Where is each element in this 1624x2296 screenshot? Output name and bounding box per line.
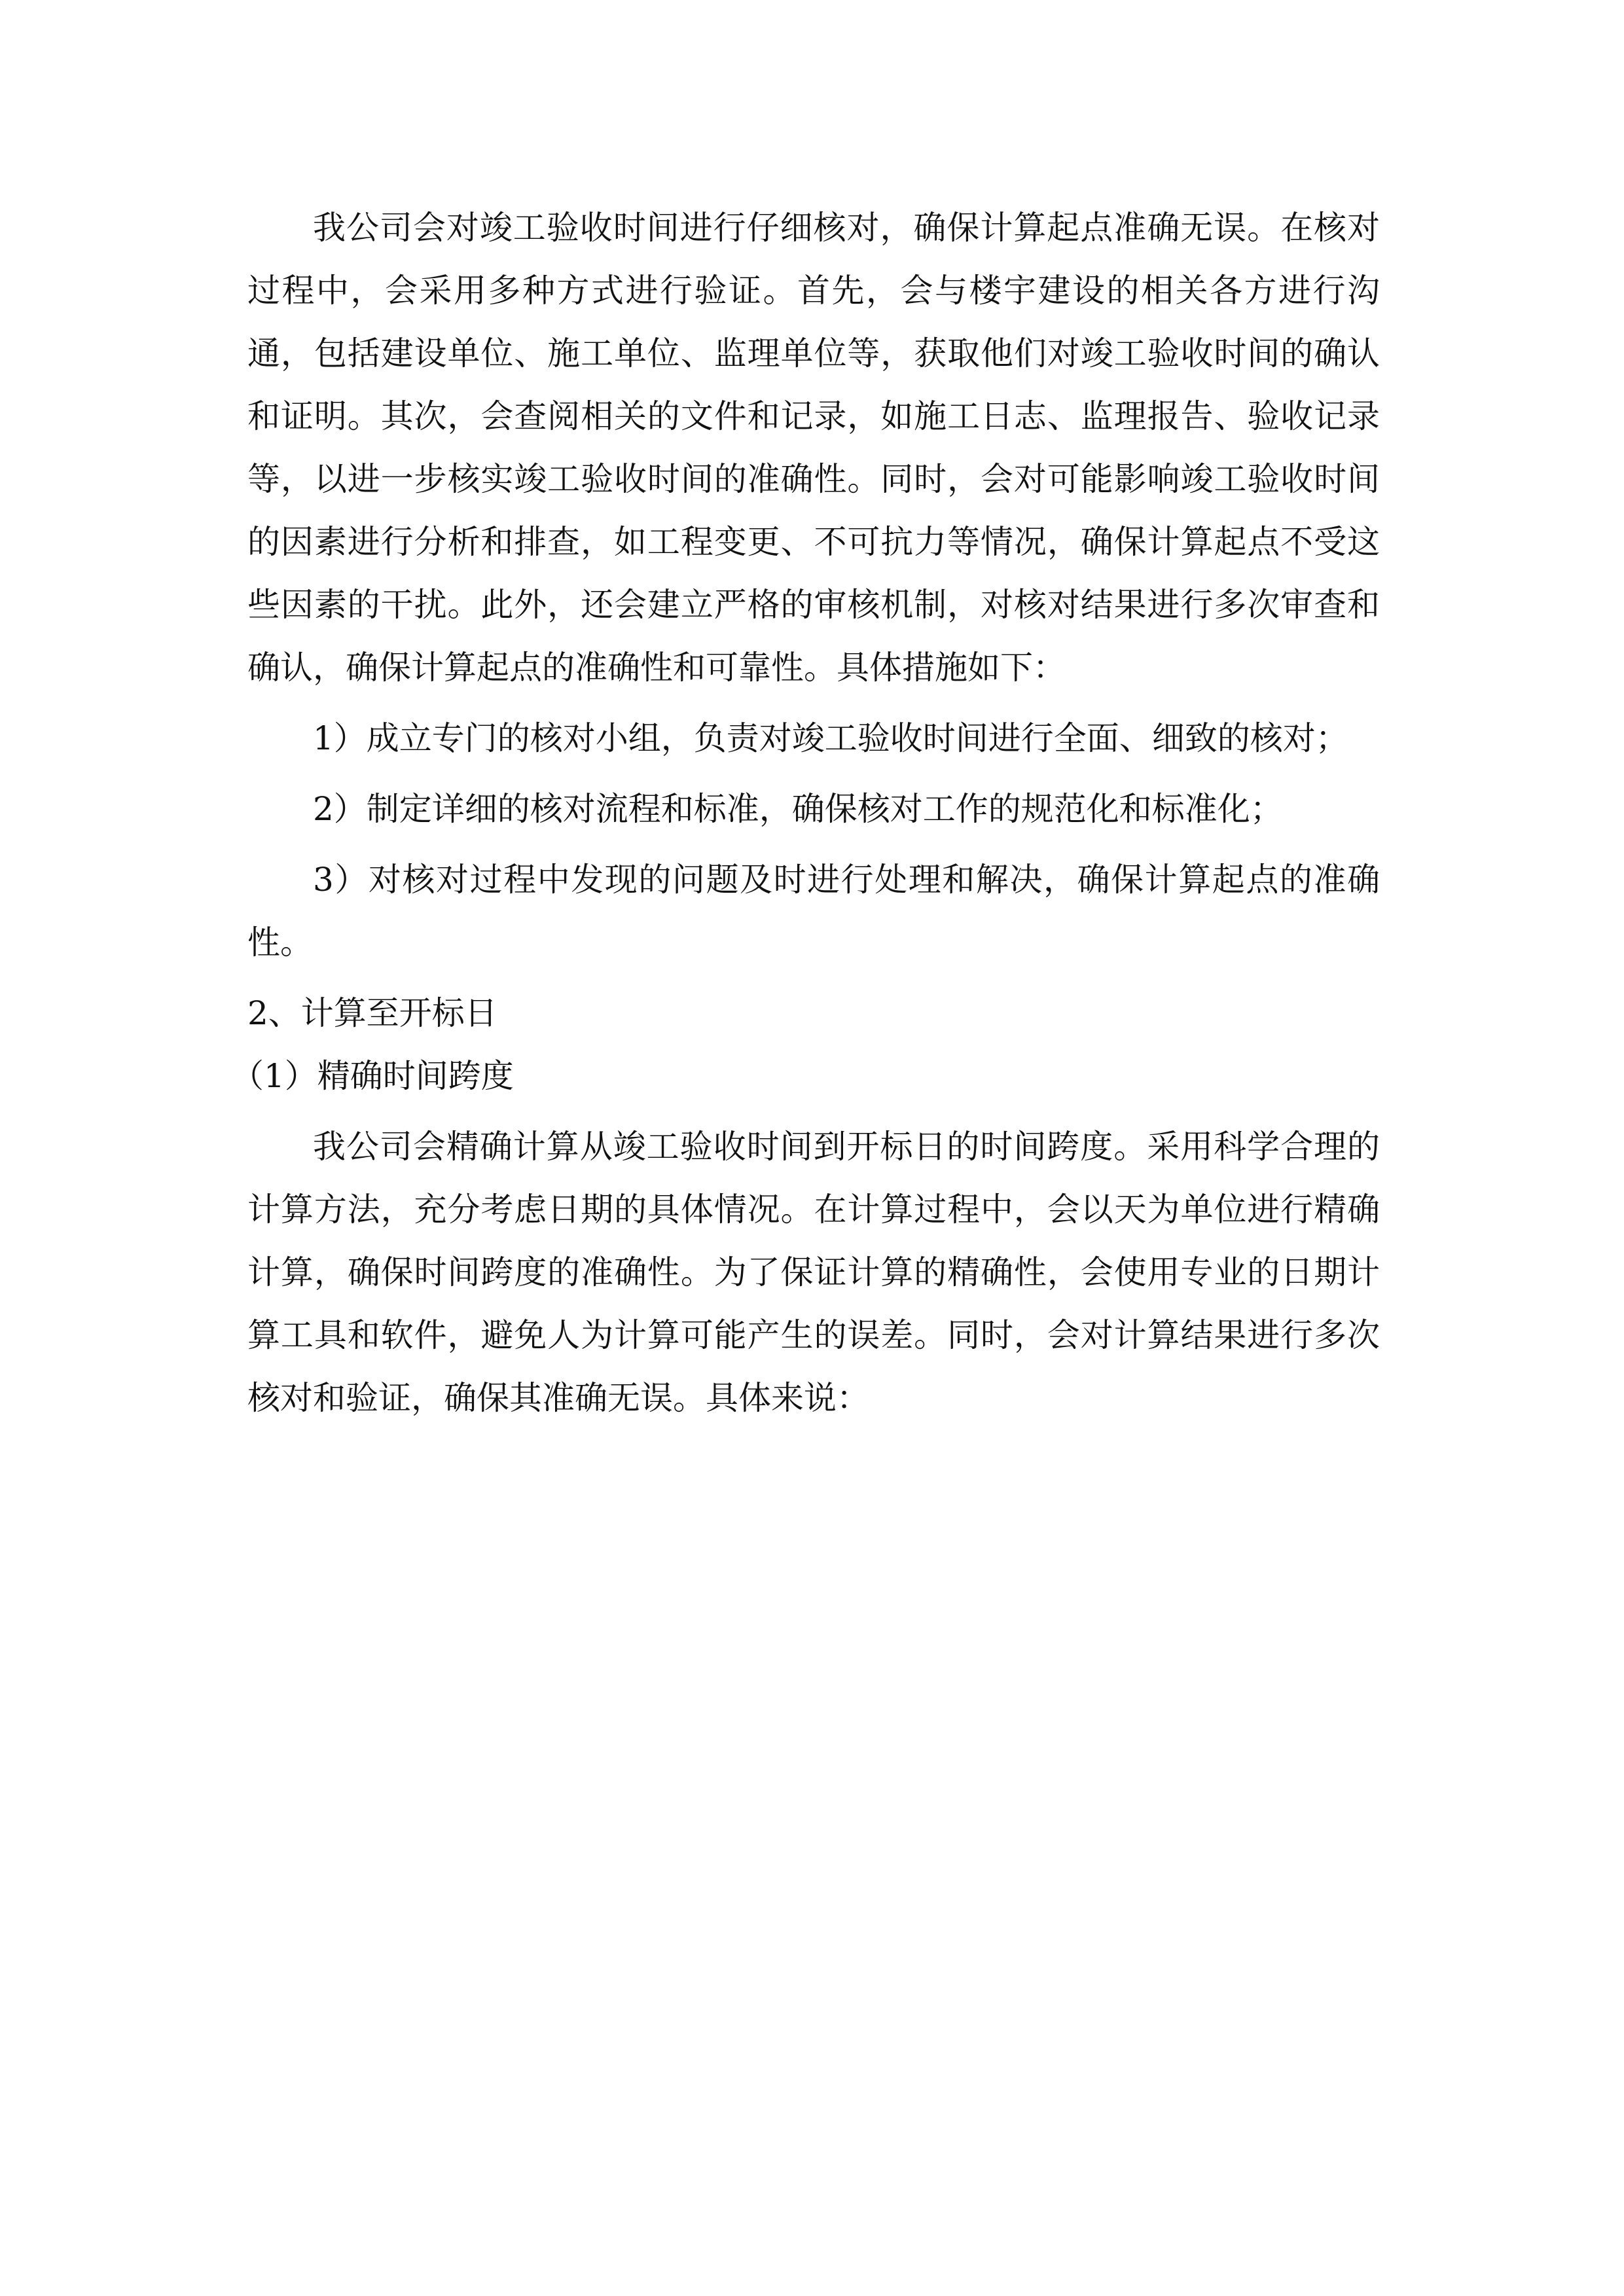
body-paragraph-timespan: 我公司会精确计算从竣工验收时间到开标日的时间跨度。采用科学合理的计算方法，充分考虑日期的具体情况。在计算过程中，会以天为单位进行精确计算，确保时间跨度的准确性。为了保证计算的精确性，会使用专业的日期计算工具和软件，避免人为计算可能产生的误差。同时，会对计算结果进行多次核对和验证，确保其准确无误。具体来说：	[247, 1128, 1380, 1417]
section-heading: 2、计算至开标日	[247, 994, 497, 1032]
list-item-1: 1）成立专门的核对小组，负责对竣工验收时间进行全面、细致的核对；	[313, 719, 1348, 757]
body-paragraph-verification: 我公司会对竣工验收时间进行仔细核对，确保计算起点准确无误。在核对过程中，会采用多种方式进行验证。首先，会与楼宇建设的相关各方进行沟通，包括建设单位、施工单位、监理单位等，获取他们对竣工验收时间的确认和证明。其次，会查阅相关的文件和记录，如施工日志、监理报告、验收记录等，以进一步核实竣工验收时间的准确性。同时，会对可能影响竣工验收时间的因素进行分析和排查，如工程变更、不可抗力等情况，确保计算起点不受这些因素的干扰。此外，还会建立严格的审核机制，对核对结果进行多次审查和确认，确保计算起点的准确性和可靠性。具体措施如下：	[247, 209, 1380, 687]
list-item-2: 2）制定详细的核对流程和标准，确保核对工作的规范化和标准化；	[313, 790, 1283, 828]
list-item-3: 3）对核对过程中发现的问题及时进行处理和解决，确保计算起点的准确性。	[247, 861, 1380, 961]
document-body	[231, 196, 1380, 1429]
subsection-heading: （1）精确时间跨度	[231, 1057, 514, 1095]
